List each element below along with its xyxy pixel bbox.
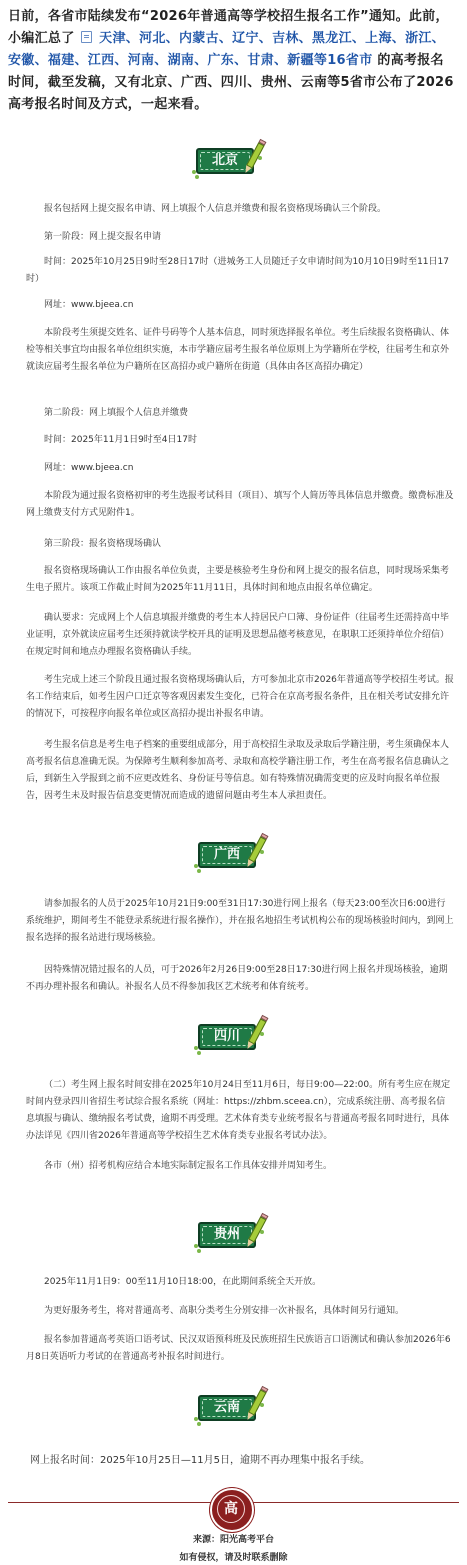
beijing-p9: 本阶段为通过报名资格初审的考生选报考试科目（项目）、填写个人简历等具体信息并缴费。缴费标准及网上缴费支付方式见附件1。 — [26, 491, 454, 518]
beijing-p7: 时间：2025年11月1日9时至4日17时 — [44, 435, 197, 445]
intro-paragraph — [0, 0, 467, 116]
beijing-p8[interactable]: 网址：www.bjeea.cn — [44, 463, 134, 473]
guizhou-p2: 为更好服务考生，将对普通高考、高职分类考生分别安排一次补报名，具体时间另行通知。 — [44, 1306, 405, 1316]
sichuan-p2: 各市（州）招考机构应结合本地实际制定报名工作具体安排并周知考生。 — [44, 1161, 333, 1171]
beijing-p5: 本阶段考生须提交姓名、证件号码等个人基本信息，同时须选择报名单位。考生后续报名资格确认、体检等相关事宜均由报名单位组织实施，本市学籍应届考生报名单位原则上为学籍所在学校，往届考生和京外就读应届考生报名单位为户籍所在区高招办或户籍所在街道（具体由各区高招办确定） — [26, 328, 450, 372]
section-title-yunnan: 云南 — [213, 1400, 240, 1415]
beijing-p13: 考生完成上述三个阶段且通过报名资格现场确认后，方可参加北京市2026年普通高等学校招生考试。报名工作结束后，如考生因户口迁京等客观因素发生变化，已符合在京高考报名条件，且在相关考试安排允许的情况下，可按程序向报名单位或区高招办提出补报名申请。 — [26, 675, 454, 719]
section-badge-guizhou — [198, 1222, 272, 1250]
section-badge-guangxi — [198, 842, 272, 870]
beijing-p6: 第二阶段：网上填报个人信息并缴费 — [44, 408, 189, 418]
section-badge-beijing — [196, 148, 270, 176]
copyright-notice: 如有侵权，请及时联系删除 — [179, 1553, 288, 1563]
guangxi-p2: 因特殊情况错过报名的人员，可于2026年2月26日9:00至28日17:30进行网上报名并现场核验，逾期不再办理补报名和确认。补报名人员不得参加我区艺术统考和体育统考。 — [26, 965, 448, 992]
section-title-guizhou: 贵州 — [213, 1227, 240, 1242]
intro-regions-link[interactable]: 天津、河北、内蒙古、辽宁、吉林、黑龙江、上海、浙江、安徽、福建、江西、河南、湖南、广东、甘肃、新疆等16省市 — [8, 31, 445, 68]
beijing-p12: 确认要求：完成网上个人信息填报并缴费的考生本人持居民户口簿、身份证件（往届考生还需持高中毕业证明，京外就读应届考生还须持就读学校开具的证明及思想品德考核意见，在职职工还须持单位介绍信）在规定时间和地点办理报名资格确认手续。 — [26, 613, 450, 657]
section-title-beijing: 北京 — [211, 153, 238, 168]
intro-text-1: 日前，各省市陆续发布“2026年普通高等学校招生报名工作”通知。此前，小编汇总了 — [8, 9, 449, 46]
guizhou-p3: 报名参加普通高考英语口语考试、民汉双语预科班及民族班招生民族语言口语测试和确认参加2026年6月8日英语听力考试的在普通高考补报名时间进行。 — [26, 1335, 451, 1362]
beijing-p11: 报名资格现场确认工作由报名单位负责，主要是核验考生身份和网上提交的报名信息，同时现场采集考生电子照片。该项工作截止时间为2025年11月11日，具体时间和地点由报名单位确定。 — [26, 566, 450, 593]
yunnan-p1: 网上报名时间：2025年10月25日—11月5日，逾期不再办理集中报名手续。 — [30, 1455, 370, 1466]
sichuan-p1: （二）考生网上报名时间安排在2025年10月24日至11月6日，每日9:00—22:00。所有考生应在规定时间内登录四川省招生考试综合报名系统（网址：https://zhbm.sceea.cn），完成系统注册、高考报名信息填报与确认、缴纳报名考试费，逾期不再受理。艺术体育类专业统考报名与普通高考报名同时进行，具体办法详见《四川省2026年普通高等学校招生艺术体育类专业报名考试办法》。 — [26, 1080, 451, 1141]
section-beijing — [26, 201, 454, 218]
intro-text-2: 的高考报名时间，截至发稿，又有北京、广西、四川、贵州、云南等5省市公布了2026高考报名时间及方式，一起来看。 — [8, 53, 454, 112]
beijing-p3: 时间：2025年10月25日9时至28日17时（进城务工人员随迁子女申请时间为10月10日9时至11日17时） — [26, 257, 449, 284]
sunshine-gaokao-logo: 高 — [210, 1488, 254, 1532]
beijing-p2: 第一阶段：网上提交报名申请 — [44, 232, 162, 242]
section-badge-yunnan — [198, 1395, 272, 1423]
beijing-p4[interactable]: 网址：www.bjeea.cn — [44, 300, 134, 310]
source-text: 来源：阳光高考平台 — [192, 1535, 274, 1545]
document-icon — [81, 31, 92, 43]
beijing-p10: 第三阶段：报名资格现场确认 — [44, 539, 162, 549]
section-title-sichuan: 四川 — [213, 1029, 240, 1044]
section-title-guangxi: 广西 — [213, 847, 240, 862]
guangxi-p1: 请参加报名的人员于2025年10月21日9:00至31日17:30进行网上报名（每天23:00至次日6:00进行系统维护，期间考生不能登录系统进行报名操作），并在报名地招生考试机构公布的现场核验时间内，到网上报名选择的报名站进行现场核验。 — [26, 899, 454, 943]
guizhou-p1: 2025年11月1日9：00至11月10日18:00，在此期间系统全天开放。 — [44, 1277, 322, 1287]
beijing-p14: 考生报名信息是考生电子档案的重要组成部分，用于高校招生录取及录取后学籍注册，考生须确保本人高考报名信息准确无误。为保障考生顺利参加高考、录取和高校学籍注册工作，考生在高考报名信息确认之后，到新生入学报到之前不应更改姓名、身份证号等信息。如有特殊情况确需变更的应及时向报名单位报告，因考生未及时报告信息变更情况而造成的遗留问题由考生本人承担责任。 — [26, 740, 450, 801]
beijing-p1: 报名包括网上提交报名申请、网上填报个人信息并缴费和报名资格现场确认三个阶段。 — [44, 204, 387, 214]
section-badge-sichuan — [198, 1024, 272, 1052]
